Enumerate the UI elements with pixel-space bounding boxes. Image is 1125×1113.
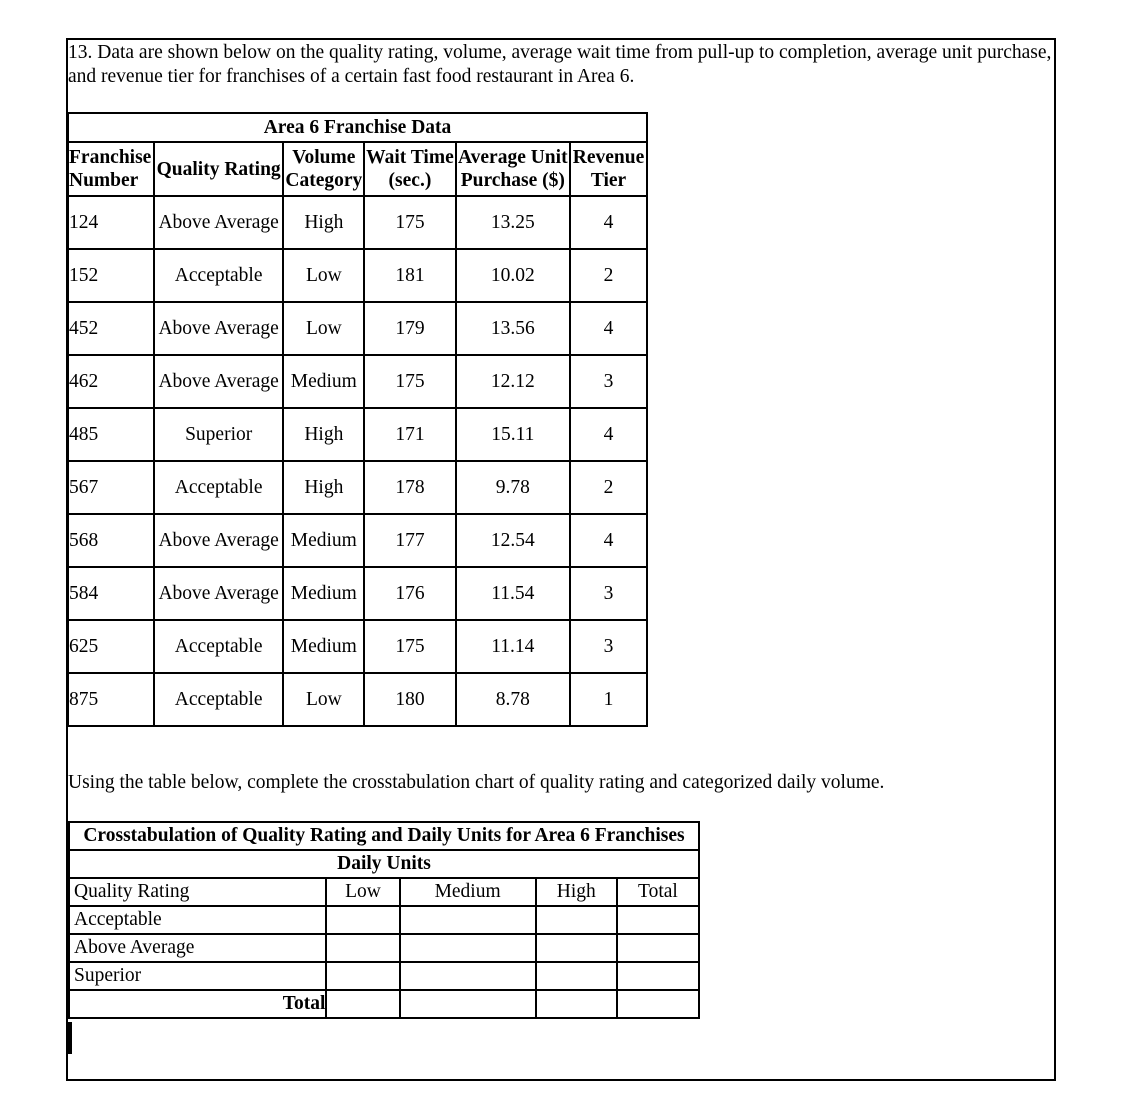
header-volume-category: Volume Category	[283, 142, 364, 196]
franchise-number-cell: 485	[68, 408, 154, 461]
wait-time-cell: 178	[364, 461, 455, 514]
avg-unit-purchase-cell: 10.02	[456, 249, 570, 302]
crosstab-total-label: Total	[69, 990, 326, 1018]
revenue-tier-cell: 4	[570, 196, 647, 249]
revenue-tier-cell: 4	[570, 514, 647, 567]
franchise-number-cell: 124	[68, 196, 154, 249]
wait-time-cell: 176	[364, 567, 455, 620]
volume-category-cell: Low	[283, 673, 364, 726]
text-cursor	[68, 1022, 72, 1054]
crosstab-title: Crosstabulation of Quality Rating and Daily Units for Area 6 Franchises	[69, 822, 699, 850]
quality-rating-cell: Acceptable	[154, 620, 283, 673]
crosstab-cell[interactable]	[617, 962, 699, 990]
crosstab-row-superior	[69, 962, 699, 990]
franchise-number-cell: 584	[68, 567, 154, 620]
table-row	[68, 355, 647, 408]
crosstab-header-row	[69, 878, 699, 906]
table-row	[68, 249, 647, 302]
avg-unit-purchase-cell: 11.14	[456, 620, 570, 673]
volume-category-cell: Medium	[283, 567, 364, 620]
volume-category-cell: Low	[283, 249, 364, 302]
revenue-tier-cell: 3	[570, 567, 647, 620]
question-text: 13. Data are shown below on the quality rating, volume, average wait time from pull-up to completion, average unit purchase, and revenue tier for franchises of a certain fast food restaurant in Area 6.	[68, 42, 1052, 87]
table-row	[68, 302, 647, 355]
crosstab-cell[interactable]	[536, 906, 617, 934]
table-header-row	[68, 142, 647, 196]
crosstab-subtitle: Daily Units	[69, 850, 699, 878]
crosstab-row-label: Superior	[69, 962, 326, 990]
crosstab-row-acceptable	[69, 906, 699, 934]
crosstab-cell[interactable]	[400, 962, 536, 990]
volume-category-cell: Medium	[283, 514, 364, 567]
revenue-tier-cell: 3	[570, 620, 647, 673]
crosstab-cell[interactable]	[400, 906, 536, 934]
wait-time-cell: 175	[364, 620, 455, 673]
crosstab-cell[interactable]	[617, 934, 699, 962]
quality-rating-cell: Above Average	[154, 567, 283, 620]
crosstab-cell[interactable]	[326, 990, 399, 1018]
revenue-tier-cell: 3	[570, 355, 647, 408]
table-row	[68, 567, 647, 620]
crosstab-cell[interactable]	[326, 906, 399, 934]
crosstab-row-header: Quality Rating	[69, 878, 326, 906]
header-quality-rating: Quality Rating	[154, 142, 283, 196]
franchise-number-cell: 875	[68, 673, 154, 726]
avg-unit-purchase-cell: 8.78	[456, 673, 570, 726]
wait-time-cell: 175	[364, 196, 455, 249]
avg-unit-purchase-cell: 13.25	[456, 196, 570, 249]
wait-time-cell: 179	[364, 302, 455, 355]
table-title: Area 6 Franchise Data	[68, 113, 647, 142]
crosstab-cell[interactable]	[536, 962, 617, 990]
avg-unit-purchase-cell: 12.54	[456, 514, 570, 567]
franchise-number-cell: 462	[68, 355, 154, 408]
crosstab-col-low: Low	[326, 878, 399, 906]
avg-unit-purchase-cell: 15.11	[456, 408, 570, 461]
crosstab-col-medium: Medium	[400, 878, 536, 906]
franchise-number-cell: 567	[68, 461, 154, 514]
table-row	[68, 514, 647, 567]
revenue-tier-cell: 4	[570, 302, 647, 355]
crosstab-col-high: High	[536, 878, 617, 906]
crosstab-cell[interactable]	[617, 906, 699, 934]
quality-rating-cell: Above Average	[154, 355, 283, 408]
crosstab-table	[68, 821, 700, 1019]
revenue-tier-cell: 1	[570, 673, 647, 726]
avg-unit-purchase-cell: 12.12	[456, 355, 570, 408]
header-revenue-tier: Revenue Tier	[570, 142, 647, 196]
table-row	[68, 461, 647, 514]
avg-unit-purchase-cell: 11.54	[456, 567, 570, 620]
table-row	[68, 408, 647, 461]
wait-time-cell: 175	[364, 355, 455, 408]
quality-rating-cell: Acceptable	[154, 673, 283, 726]
quality-rating-cell: Above Average	[154, 196, 283, 249]
header-average-unit-purchase: Average Unit Purchase ($)	[456, 142, 570, 196]
header-franchise-number: Franchise Number	[68, 142, 154, 196]
header-wait-time: Wait Time (sec.)	[364, 142, 455, 196]
avg-unit-purchase-cell: 13.56	[456, 302, 570, 355]
table-row	[68, 196, 647, 249]
franchise-number-cell: 452	[68, 302, 154, 355]
wait-time-cell: 180	[364, 673, 455, 726]
table-row	[68, 620, 647, 673]
volume-category-cell: Medium	[283, 355, 364, 408]
volume-category-cell: Low	[283, 302, 364, 355]
franchise-number-cell: 568	[68, 514, 154, 567]
revenue-tier-cell: 4	[570, 408, 647, 461]
crosstab-row-label: Above Average	[69, 934, 326, 962]
revenue-tier-cell: 2	[570, 461, 647, 514]
volume-category-cell: High	[283, 408, 364, 461]
crosstab-cell[interactable]	[617, 990, 699, 1018]
crosstab-cell[interactable]	[536, 934, 617, 962]
quality-rating-cell: Acceptable	[154, 461, 283, 514]
revenue-tier-cell: 2	[570, 249, 647, 302]
volume-category-cell: High	[283, 196, 364, 249]
crosstab-row-above-average	[69, 934, 699, 962]
franchise-number-cell: 625	[68, 620, 154, 673]
crosstab-cell[interactable]	[536, 990, 617, 1018]
avg-unit-purchase-cell: 9.78	[456, 461, 570, 514]
wait-time-cell: 181	[364, 249, 455, 302]
volume-category-cell: Medium	[283, 620, 364, 673]
franchise-number-cell: 152	[68, 249, 154, 302]
quality-rating-cell: Above Average	[154, 514, 283, 567]
quality-rating-cell: Acceptable	[154, 249, 283, 302]
quality-rating-cell: Superior	[154, 408, 283, 461]
instruction-text: Using the table below, complete the crosstabulation chart of quality rating and categorized daily volume.	[68, 772, 885, 793]
crosstab-cell[interactable]	[326, 962, 399, 990]
table-row	[68, 673, 647, 726]
quality-rating-cell: Above Average	[154, 302, 283, 355]
crosstab-row-total	[69, 990, 699, 1018]
wait-time-cell: 171	[364, 408, 455, 461]
crosstab-cell[interactable]	[400, 934, 536, 962]
crosstab-cell[interactable]	[400, 990, 536, 1018]
crosstab-cell[interactable]	[326, 934, 399, 962]
volume-category-cell: High	[283, 461, 364, 514]
crosstab-col-total: Total	[617, 878, 699, 906]
wait-time-cell: 177	[364, 514, 455, 567]
crosstab-row-label: Acceptable	[69, 906, 326, 934]
franchise-data-table	[67, 112, 648, 727]
